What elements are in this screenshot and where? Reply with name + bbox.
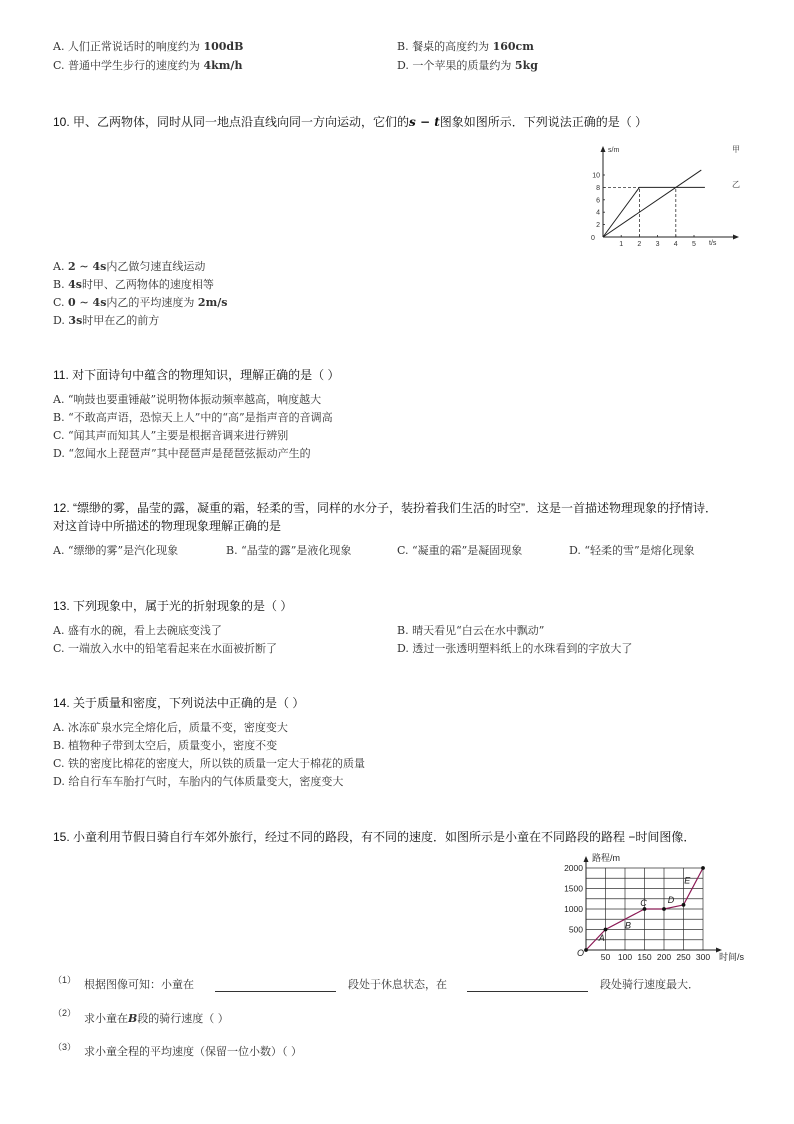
q10-option-b-text: 时甲、乙两物体的速度相等 <box>81 278 214 291</box>
q12-option-d[interactable]: D. “轻柔的雪”是熔化现象 <box>569 544 695 557</box>
q15-sub2-text-2: 段的骑行速度（ ） <box>137 1012 229 1025</box>
q10-option-c-letter: C. <box>53 296 69 309</box>
q10-stem <box>53 114 647 130</box>
q10-stem-text-2: 图象如图所示．下列说法正确的是（ ） <box>439 115 648 129</box>
q14-stem: 14. 关于质量和密度，下列说法中正确的是（ ） <box>53 696 305 710</box>
q10-series-yi-label: 乙 <box>732 180 740 189</box>
q15-data-point <box>604 928 608 932</box>
q10-y-tick-label: 6 <box>596 197 600 205</box>
q10-stem-math: s − t <box>409 115 440 129</box>
q15-y-tick-label: 2000 <box>564 863 583 873</box>
q9-option-d-text: D. 一个苹果的质量约为 <box>397 59 515 72</box>
q15-sub1-text-post: 段处骑行速度最大． <box>600 978 699 991</box>
q15-segment-label-a: A <box>598 932 605 943</box>
q15-segment-label-d: D <box>667 894 675 905</box>
q14-option-a[interactable]: A. 冰冻矿泉水完全熔化后，质量不变，密度变大 <box>53 721 288 734</box>
q13-option-b[interactable]: B. 晴天看见“白云在水中飘动” <box>397 624 545 637</box>
q15-y-tick-label: 1000 <box>564 904 583 914</box>
q15-stem: 15. 小童利用节假日骑自行车郊外旅行，经过不同的路段，有不同的速度．如图所示是小童在不同路段的路程 −时间图像． <box>53 830 696 844</box>
q9-option-d-value: 5kg <box>514 59 538 72</box>
q15-graph-plot <box>564 856 722 962</box>
q15-x-tick-label: 200 <box>656 952 672 962</box>
q15-sub3-question: 求小童全程的平均速度（保留一位小数）（ ） <box>84 1045 302 1058</box>
q10-option-a-math: 2 ∼ 4s <box>67 260 107 273</box>
q15-x-tick-label: 250 <box>676 952 691 962</box>
q9-option-c-text: C. 普通中学生步行的速度约为 <box>53 59 204 72</box>
q13-option-a[interactable]: A. 盛有水的碗，看上去碗底变浅了 <box>53 624 222 637</box>
q15-sub1-text-mid: 段处于休息状态，在 <box>348 978 447 991</box>
q10-option-a[interactable] <box>53 260 205 274</box>
q10-option-c-text: 内乙的平均速度为 <box>106 296 198 309</box>
q10-x-tick-label: 3 <box>655 241 660 248</box>
q10-option-a-text: 内乙做匀速直线运动 <box>106 260 206 273</box>
q9-option-a-value: 100dB <box>203 40 244 53</box>
q10-series-jia-label: 甲 <box>732 145 740 154</box>
q9-option-a-text: A. 人们正常说话时的响度约为 <box>53 40 204 53</box>
q10-x-tick-label: 1 <box>619 241 624 248</box>
q15-sub3-number: （3） <box>53 1042 77 1052</box>
q15-sub2-number: （2） <box>53 1008 77 1018</box>
q10-option-a-letter: A. <box>53 260 68 273</box>
q10-option-c-math-2: 2m/s <box>197 296 228 309</box>
q14-option-b[interactable]: B. 植物种子带到太空后，质量变小，密度不变 <box>53 739 278 752</box>
q15-x-tick-label: 100 <box>617 952 633 962</box>
q10-option-c[interactable] <box>53 296 227 310</box>
q10-x-tick-label: 2 <box>637 241 642 248</box>
q10-option-d-letter: D. <box>53 314 69 327</box>
q15-x-tick-label: 50 <box>600 952 611 962</box>
q9-option-c[interactable] <box>53 59 242 73</box>
q15-y-tick-label: 1500 <box>564 883 583 894</box>
q15-data-point <box>682 903 686 907</box>
q11-option-d[interactable]: D. “忽闻水上琵琶声”其中琵琶声是琵琶弦振动产生的 <box>53 447 311 460</box>
q15-sub2-text: 求小童在 <box>84 1012 128 1025</box>
q14-option-d[interactable]: D. 给自行车车胎打气时，车胎内的气体质量变大，密度变大 <box>53 775 344 788</box>
q9-option-b[interactable] <box>397 40 534 54</box>
q10-st-graph <box>583 140 758 255</box>
q10-option-d[interactable] <box>53 314 159 328</box>
q9-option-b-text: B. 餐桌的高度约为 <box>397 40 493 53</box>
q15-distance-time-graph <box>558 848 750 966</box>
q10-x-tick-label: 4 <box>673 241 678 248</box>
q9-option-c-value: 4km/h <box>203 59 243 72</box>
q15-sub2-question <box>84 1012 229 1026</box>
q10-y-tick-label: 8 <box>596 184 600 192</box>
q10-y-tick-label: 10 <box>592 172 600 180</box>
q15-segment-label-b: B <box>625 920 632 931</box>
q10-option-d-text: 时甲在乙的前方 <box>82 314 160 327</box>
q15-sub1-blank-1[interactable] <box>215 991 336 992</box>
q12-option-b[interactable]: B. “晶莹的露”是液化现象 <box>226 544 352 557</box>
q10-x-axis-arrow <box>733 235 739 240</box>
q15-x-tick-label: 300 <box>695 952 711 962</box>
q15-data-point <box>701 866 705 870</box>
q15-y-axis-label: 路程/m <box>592 853 620 863</box>
q15-data-point <box>584 948 588 952</box>
q15-segment-label-c: C <box>640 898 647 908</box>
q10-origin-label: 0 <box>591 235 595 242</box>
q10-stem-text: 10. 甲、乙两物体，同时从同一地点沿直线向同一方向运动，它们的 <box>53 115 410 129</box>
q15-x-tick-label: 150 <box>637 952 652 962</box>
q11-stem: 11. 对下面诗句中蕴含的物理知识，理解正确的是（ ） <box>53 368 340 382</box>
q12-stem-line-2: 对这首诗中所描述的物理现象理解正确的是 <box>53 519 282 533</box>
q15-sub2-math: B <box>128 1012 138 1025</box>
q10-y-axis-label: s/m <box>608 147 620 154</box>
q13-option-c[interactable]: C. 一端放入水中的铅笔看起来在水面被折断了 <box>53 642 278 655</box>
q10-series-jia-line <box>603 170 701 237</box>
q15-sub1-blank-2[interactable] <box>467 991 588 992</box>
q10-option-b[interactable] <box>53 278 214 292</box>
q15-data-point <box>662 907 666 911</box>
q10-x-axis-label: t/s <box>709 240 717 247</box>
q15-y-axis-arrow <box>584 856 589 862</box>
q11-option-c[interactable]: C. “闻其声而知其人”主要是根据音调来进行辨别 <box>53 429 289 442</box>
q15-segment-label-e: E <box>684 875 691 886</box>
q10-graph-plot <box>592 146 739 248</box>
q12-option-a[interactable]: A. “缥缈的雾”是汽化现象 <box>53 544 179 557</box>
q10-option-b-math: 4s <box>68 278 82 291</box>
q15-x-axis-label: 时间/s <box>719 952 745 962</box>
q10-option-b-letter: B. <box>53 278 69 291</box>
q10-y-tick-label: 4 <box>596 209 600 217</box>
q12-option-c[interactable]: C. “凝重的霜”是凝固现象 <box>397 544 523 557</box>
q15-sub1-number: （1） <box>53 975 77 985</box>
q10-option-d-math: 3s <box>68 314 83 327</box>
q9-option-b-value: 160cm <box>492 40 534 53</box>
q15-sub1-text-pre: 根据图像可知：小童在 <box>84 978 194 991</box>
q11-option-a[interactable]: A. “响鼓也要重锤敲”说明物体振动频率越高，响度越大 <box>53 393 322 406</box>
q13-option-d[interactable]: D. 透过一张透明塑料纸上的水珠看到的字放大了 <box>397 642 633 655</box>
q10-option-c-math: 0 ∼ 4s <box>68 296 107 309</box>
q10-y-tick-label: 2 <box>596 222 600 230</box>
q15-origin-label: O <box>577 948 585 958</box>
q10-x-tick-label: 5 <box>692 241 696 248</box>
q14-option-c[interactable]: C. 铁的密度比棉花的密度大，所以铁的质量一定大于棉花的质量 <box>53 757 366 770</box>
q10-series-yi-line <box>603 187 705 237</box>
q9-option-a[interactable] <box>53 40 243 54</box>
q15-y-tick-label: 500 <box>568 924 583 935</box>
q11-option-b[interactable]: B. “不敢高声语，恐惊天上人”中的“高”是指声音的音调高 <box>53 411 333 424</box>
q12-stem-line-1: 12. “缥缈的雾，晶莹的露，凝重的霜，轻柔的雪，同样的水分子，装扮着我们生活的时空”．这是一首描述物理现象的抒情诗． <box>53 501 718 515</box>
q10-y-axis-arrow <box>601 146 606 152</box>
q9-option-d[interactable] <box>397 59 538 73</box>
q13-stem: 13. 下列现象中，属于光的折射现象的是（ ） <box>53 599 293 613</box>
